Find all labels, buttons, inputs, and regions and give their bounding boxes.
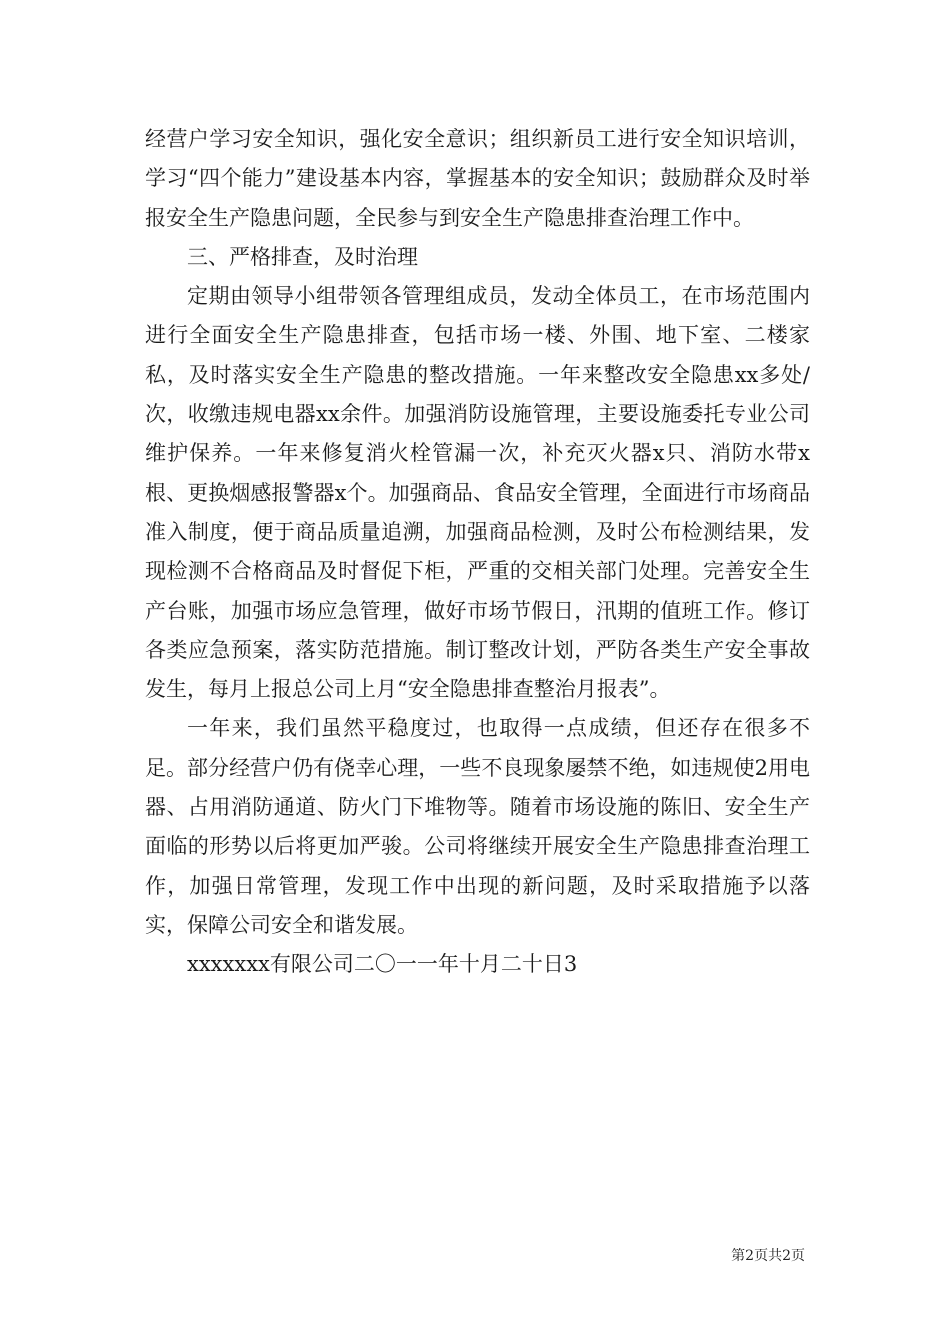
document-body — [145, 120, 810, 985]
signature-line: xxxxxxx有限公司二〇一一年十月二十日3 — [187, 952, 578, 977]
section-heading: 三、严格排查，及时治理 — [187, 244, 418, 269]
paragraph-inspection: 定期由领导小组带领各管理组成员，发动全体员工，在市场范围内进行全面安全生产隐患排查，包括市场一楼、外围、地下室、二楼家私，及时落实安全生产隐患的整改措施。一年来整改安全隐患xx多处/次，收缴违规电器xx余件。加强消防设施管理，主要设施委托专业公司维护保养。一年来修复消火栓管漏一次，补充灭火器x只、消防水带x根、更换烟感报警器x个。加强商品、食品安全管理，全面进行市场商品准入制度，便于商品质量追溯，加强商品检测，及时公布检测结果，发现检测不合格商品及时督促下柜，严重的交相关部门处理。完善安全生产台账，加强市场应急管理，做好市场节假日，汛期的值班工作。修订各类应急预案，落实防范措施。制订整改计划，严防各类生产安全事故发生，每月上报总公司上月“安全隐患排查整治月报表”。 — [145, 284, 810, 702]
page-number: 第2页共2页 — [731, 1248, 805, 1264]
paragraph-continuation: 经营户学习安全知识，强化安全意识；组织新员工进行安全知识培训，学习“四个能力”建设基本内容，掌握基本的安全知识；鼓励群众及时举报安全生产隐患问题，全民参与到安全生产隐患排查治理工作中。 — [145, 127, 810, 230]
paragraph-summary: 一年来，我们虽然平稳度过，也取得一点成绩，但还存在很多不足。部分经营户仍有侥幸心理，一些不良现象屡禁不绝，如违规使2用电器、占用消防通道、防火门下堆物等。随着市场设施的陈旧、安全生产面临的形势以后将更加严骏。公司将继续开展安全生产隐患排查治理工作，加强日常管理，发现工作中出现的新问题，及时采取措施予以落实，保障公司安全和谐发展。 — [145, 716, 810, 937]
